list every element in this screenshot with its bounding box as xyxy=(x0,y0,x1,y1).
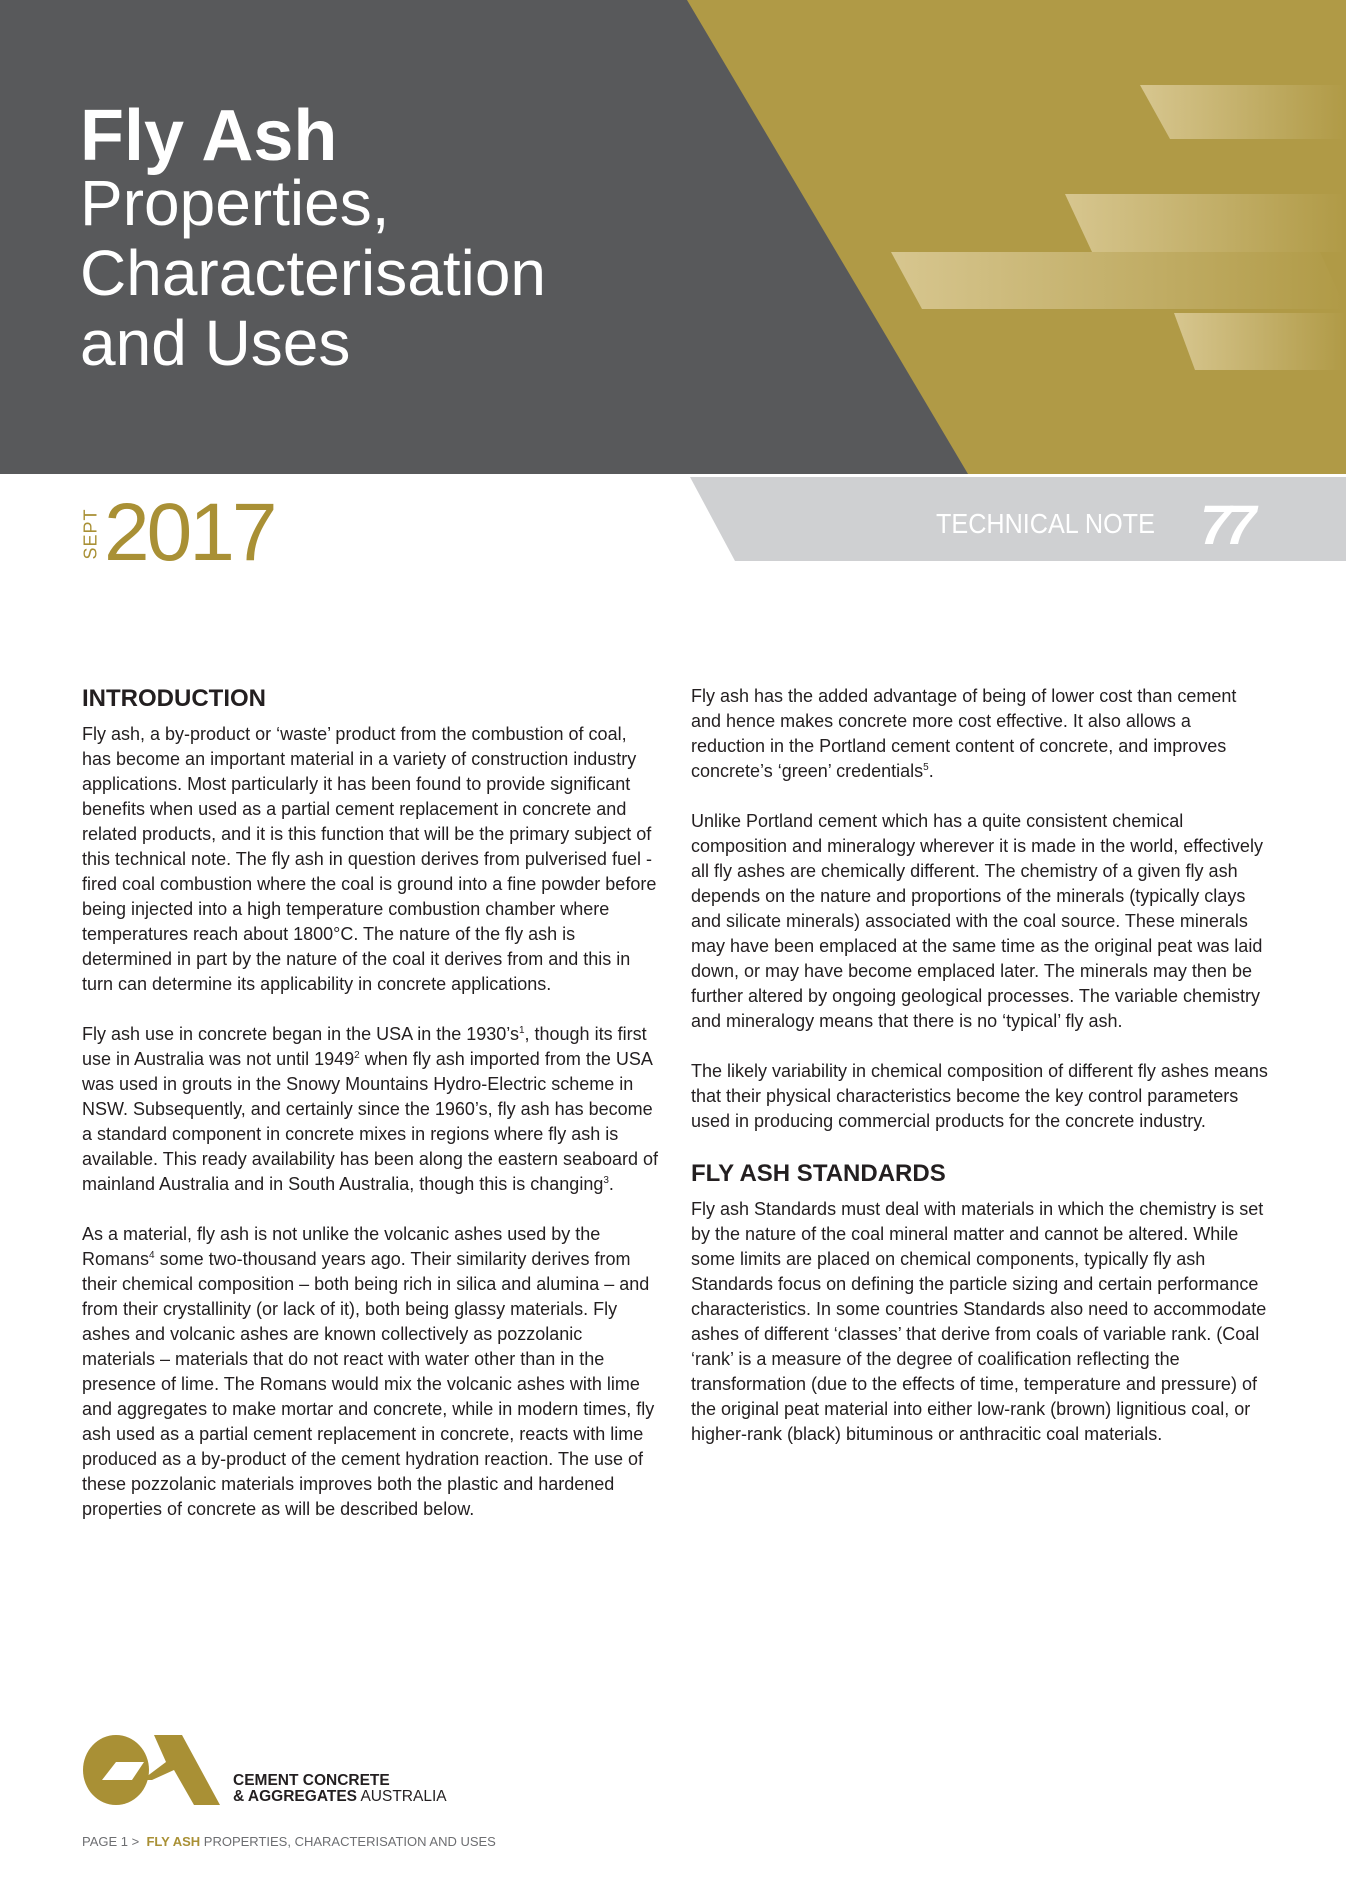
paragraph-text: Fly ash use in concrete began in the USA in the 1930’s xyxy=(82,1024,519,1044)
section-heading-introduction: INTRODUCTION xyxy=(82,685,266,712)
paragraph-text: . xyxy=(608,1174,614,1194)
right-body xyxy=(691,684,1269,1134)
footnote-ref: 4 xyxy=(149,1250,155,1261)
right-column xyxy=(691,684,1269,1472)
paragraph xyxy=(82,1022,660,1197)
decor-bar xyxy=(1140,85,1346,139)
paragraph-text: , though its first use in Australia was not until 1949 xyxy=(82,1024,647,1069)
paragraph-text: The likely variability in chemical composition of different fly ashes means that their physical characteristics become the key control parameters used in producing commercial products for the concrete industry. xyxy=(691,1061,1268,1131)
paragraph-text: Unlike Portland cement which has a quite consistent chemical composition and mineralogy wherever it is made in the world, effectively all fly ashes are chemically different. The chemistry of a given fly ash depends on the nature and proportions of the minerals (typically clays and silicate minerals) associated with the coal source. These minerals may have been emplaced at the same time as the original peat was laid down, or may have become emplaced later. The minerals may then be further altered by ongoing geological processes. The variable chemistry and mineralogy means that there is no ‘typical’ fly ash. xyxy=(691,811,1263,1031)
footnote-ref: 1 xyxy=(518,1025,525,1036)
decor-bar xyxy=(891,252,1346,309)
left-column xyxy=(82,684,660,1547)
decor-bar xyxy=(1174,313,1346,370)
footer-title: PROPERTIES, CHARACTERISATION AND USES xyxy=(203,1834,496,1849)
series-label: TECHNICAL NOTE xyxy=(936,508,1155,539)
subtitle-line: Characterisation xyxy=(80,237,546,309)
paragraph xyxy=(691,809,1269,1034)
page-footer xyxy=(82,1834,496,1849)
footer-title-bold: FLY ASH xyxy=(146,1834,201,1849)
series-number: 77 xyxy=(1200,493,1251,556)
standards-body xyxy=(691,1197,1269,1447)
subtitle-line: Properties, xyxy=(80,167,390,239)
paragraph xyxy=(691,684,1269,784)
paragraph-text: some two-thousand years ago. Their similarity derives from their chemical composition – both being rich in silica and alumina – and from their crystallinity (or lack of it), both being glassy materials. Fly ashes and volcanic ashes are known collectively as pozzolanic materials – materials that do not react with water other than in the presence of lime. The Romans would mix the volcanic ashes with lime and aggregates to make mortar and concrete, while in modern times, fly ash used as a partial cement replacement in concrete, reacts with lime produced as a by-product of the cement hydration reaction. The use of these pozzolanic materials improves both the plastic and hardened properties of concrete as will be described below. xyxy=(82,1249,655,1519)
section-heading-standards: FLY ASH STANDARDS xyxy=(691,1160,946,1187)
logo-wordmark: CEMENT CONCRETE & AGGREGATES AUSTRALIA xyxy=(233,1772,447,1805)
footnote-ref: 2 xyxy=(354,1050,360,1061)
paragraph-text: Fly ash, a by-product or ‘waste’ product from the combustion of coal, has become an important material in a variety of construction industry applications. Most particularly it has been found to provide significant benefits when used as a partial cement replacement in concrete and related products, and it is this function that will be the primary subject of this technical note. The fly ash in question derives from pulverised fuel -fired coal combustion where the coal is ground into a fine powder before being injected into a high temperature combustion chamber where temperatures reach about 1800°C. The nature of the fly ash is determined in part by the nature of the coal it derives from and this in turn can determine its applicability in concrete applications. xyxy=(82,724,657,994)
paragraph-text: As a material, fly ash is not unlike the volcanic ashes used by the Romans xyxy=(82,1224,601,1269)
month-label: SEPT xyxy=(80,508,101,560)
title-main: Fly Ash xyxy=(80,96,338,176)
footnote-ref: 3 xyxy=(603,1175,609,1186)
paragraph xyxy=(691,1197,1269,1447)
page-number: PAGE 1 > xyxy=(82,1834,140,1849)
year-label: 2017 xyxy=(104,487,275,578)
paragraph xyxy=(82,1222,660,1522)
subtitle-line: and Uses xyxy=(80,307,351,379)
paragraph-text: Fly ash has the added advantage of being of lower cost than cement and hence makes concrete more cost effective. It also allows a reduction in the Portland cement content of concrete, and improves concrete’s ‘green’ credentials xyxy=(691,686,1237,781)
footnote-ref: 5 xyxy=(923,762,929,773)
title-subtitle xyxy=(80,168,546,378)
decor-bar xyxy=(1065,194,1346,252)
paragraph xyxy=(82,722,660,997)
paragraph xyxy=(691,1059,1269,1134)
paragraph-text: when fly ash imported from the USA was used in grouts in the Snowy Mountains Hydro-Electric scheme in NSW. Subsequently, and certainly since the 1960’s, fly ash has become a standard component in concrete mixes in regions where fly ash is available. This ready availability has been along the eastern seaboard of mainland Australia and in South Australia, though this is changing xyxy=(82,1049,659,1194)
paragraph-text: . xyxy=(928,761,934,781)
introduction-body xyxy=(82,722,660,1522)
ccaa-logo-icon xyxy=(82,1734,222,1806)
paragraph-text: Fly ash Standards must deal with materials in which the chemistry is set by the nature of the coal mineral matter and cannot be altered. While some limits are placed on chemical components, typically fly ash Standards focus on defining the particle sizing and certain performance characteristics. In some countries Standards also need to accommodate ashes of different ‘classes’ that derive from coals of variable rank. (Coal ‘rank’ is a measure of the degree of coalification reflecting the transformation (due to the effects of time, temperature and pressure) of the original peat material into either low-rank (brown) lignitious coal, or higher-rank (black) bituminous or anthracitic coal materials. xyxy=(691,1199,1267,1444)
